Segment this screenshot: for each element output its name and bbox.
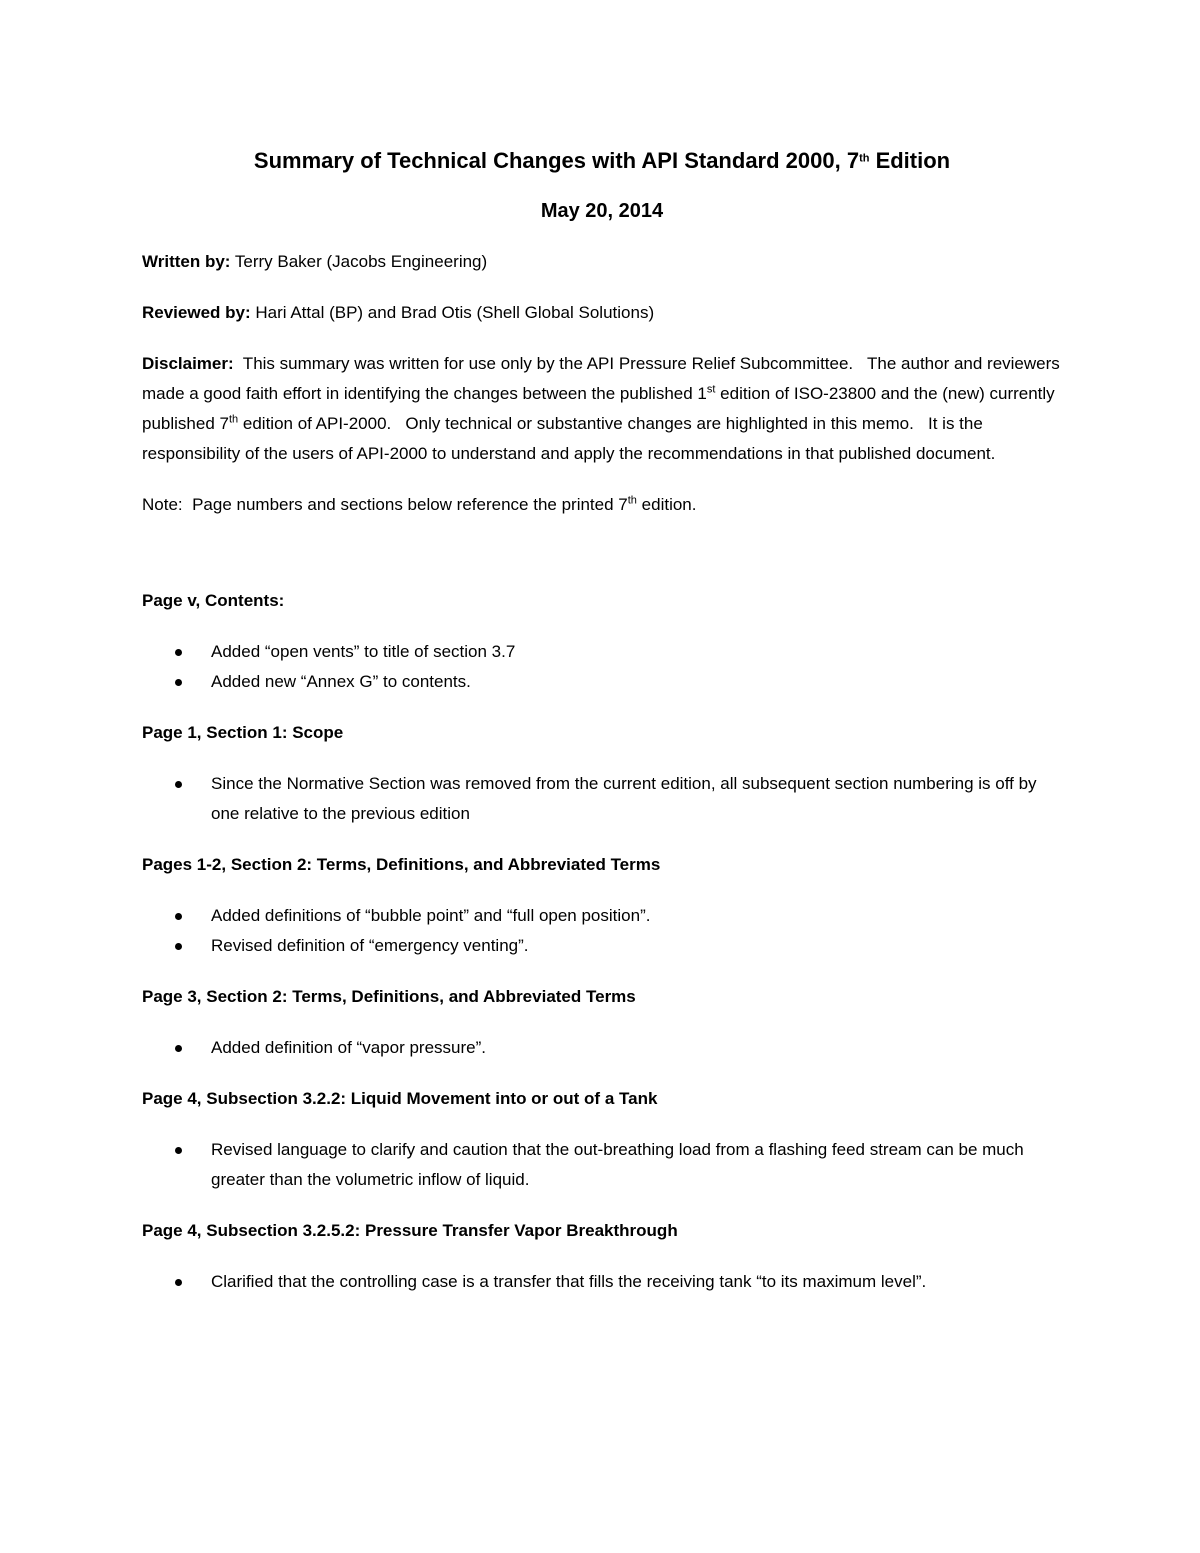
list-item <box>142 637 1062 667</box>
bullet-icon <box>175 679 182 686</box>
list-item-text: Clarified that the controlling case is a transfer that fills the receiving tank “to its maximum level”. <box>211 1272 927 1291</box>
list-item <box>142 931 1062 961</box>
bullet-icon <box>175 1045 182 1052</box>
reviewed-by-label: Reviewed by: <box>142 303 251 322</box>
bullet-list <box>142 1135 1062 1195</box>
title-main: Summary of Technical Changes with API Standard 2000, 7 <box>253 148 860 173</box>
disclaimer-label: Disclaimer: <box>142 354 234 373</box>
written-by-label: Written by: <box>142 252 231 271</box>
disclaimer-text-1: This summary was written for use only by the API Pressure Relief Subcommittee. The author and reviewers made a good faith effort in identifying the changes between the published 1 <box>142 354 1065 403</box>
section-heading: Page 4, Subsection 3.2.5.2: Pressure Transfer Vapor Breakthrough <box>142 1221 678 1240</box>
disclaimer-text-2: edition of ISO-23800 and the (new) currently published 7 <box>142 384 1060 433</box>
bullet-list <box>142 901 1062 961</box>
note-text-1: Note: Page numbers and sections below reference the printed 7 <box>142 495 628 514</box>
disclaimer-superscript-1: st <box>706 383 716 396</box>
written-by-line <box>142 247 1062 277</box>
list-item-text: Added definitions of “bubble point” and “full open position”. <box>211 906 651 925</box>
list-item-text: Added new “Annex G” to contents. <box>211 672 471 691</box>
note-superscript: th <box>627 494 637 507</box>
section-heading: Page 4, Subsection 3.2.2: Liquid Movement into or out of a Tank <box>142 1089 658 1108</box>
note-paragraph <box>142 490 1062 520</box>
list-item-text: Revised definition of “emergency venting”. <box>211 936 529 955</box>
document-date: May 20, 2014 <box>540 200 664 222</box>
bullet-list <box>142 1267 1062 1297</box>
section-heading: Page v, Contents: <box>142 591 285 610</box>
bullet-icon <box>175 649 182 656</box>
title-superscript: th <box>859 152 870 165</box>
bullet-icon <box>175 781 182 788</box>
change-sections <box>142 586 1062 1297</box>
list-item <box>142 1033 1062 1063</box>
list-item <box>142 1267 1062 1297</box>
disclaimer-text-3: edition of API-2000. Only technical or substantive changes are highlighted in this memo. It is the responsibility of the users of API-2000 to understand and apply the recommendations in that published document. <box>142 414 996 463</box>
section-heading: Page 3, Section 2: Terms, Definitions, and Abbreviated Terms <box>142 987 636 1006</box>
document-title <box>142 146 1062 176</box>
bullet-list <box>142 637 1062 697</box>
bullet-icon <box>175 1279 182 1286</box>
list-item-text: Added “open vents” to title of section 3.7 <box>211 642 516 661</box>
bullet-icon <box>175 943 182 950</box>
list-item <box>142 901 1062 931</box>
document-body <box>142 146 1065 1318</box>
written-by-value: Terry Baker (Jacobs Engineering) <box>230 252 488 271</box>
list-item <box>142 1135 1062 1195</box>
disclaimer-superscript-2: th <box>228 413 239 426</box>
bullet-icon <box>175 913 182 920</box>
section-heading: Page 1, Section 1: Scope <box>142 723 344 742</box>
bullet-list <box>142 1033 1062 1063</box>
list-item-text: Added definition of “vapor pressure”. <box>211 1038 486 1057</box>
list-item <box>142 769 1062 829</box>
list-item <box>142 667 1062 697</box>
bullet-list <box>142 769 1062 829</box>
list-item-text: Revised language to clarify and caution that the out-breathing load from a flashing feed stream can be much greater than the volumetric inflow of liquid. <box>211 1140 1024 1189</box>
disclaimer-paragraph <box>142 349 1065 469</box>
bullet-icon <box>175 1147 182 1154</box>
note-text-2: edition. <box>636 495 697 514</box>
title-end: Edition <box>869 148 951 173</box>
list-item-text: Since the Normative Section was removed from the current edition, all subsequent section numbering is off by one relative to the previous edition <box>211 774 1037 823</box>
reviewed-by-value: Hari Attal (BP) and Brad Otis (Shell Global Solutions) <box>250 303 655 322</box>
section-heading: Pages 1-2, Section 2: Terms, Definitions, and Abbreviated Terms <box>142 855 661 874</box>
reviewed-by-line <box>142 298 1062 328</box>
